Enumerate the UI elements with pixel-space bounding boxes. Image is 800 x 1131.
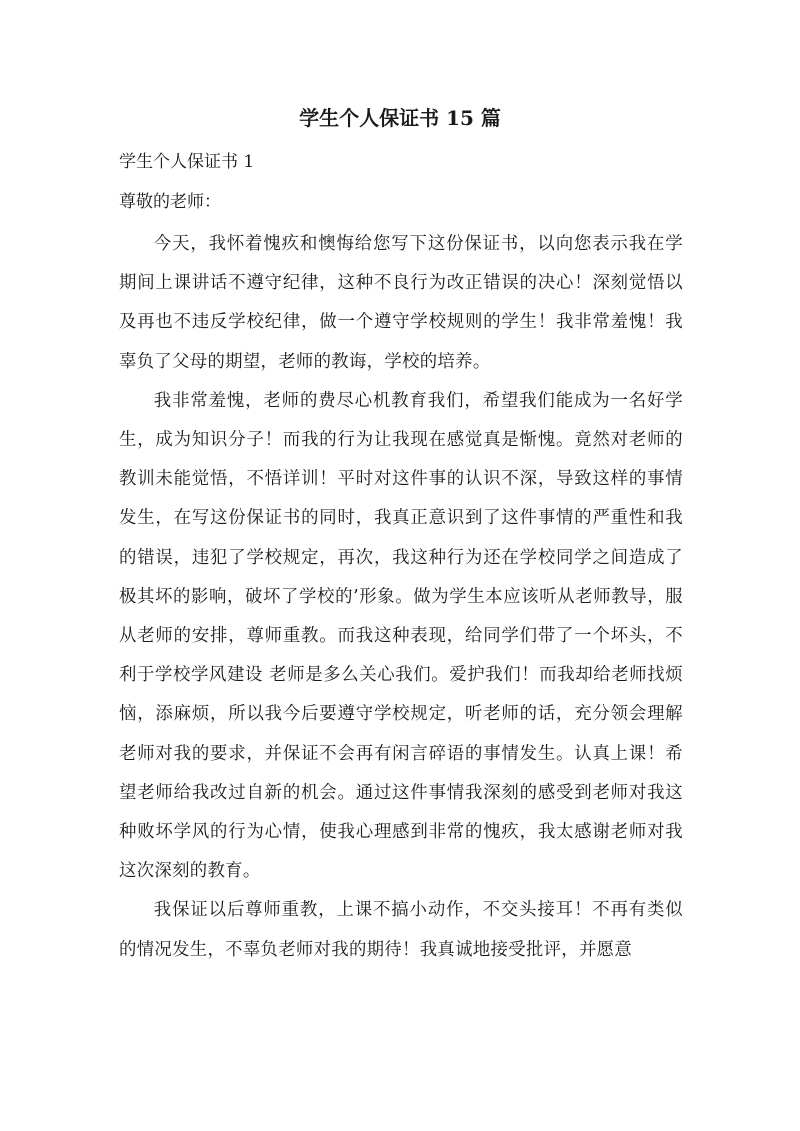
paragraph-2: 我非常羞愧，老师的费尽心机教育我们，希望我们能成为一名好学生，成为知识分子！而我的行为让我现在感觉真是惭愧。竟然对老师的教训未能觉悟，不悟详训！平时对这件事的认识不深，导致这样的事情发生，在写这份保证书的同时，我真正意识到了这件事情的严重性和我的错误，违犯了学校规定，再次，我这种行为还在学校同学之间造成了极其坏的影响，破坏了学校的’形象。做为学生本应该听从老师教导，服从老师的安排，尊师重教。而我这种表现，给同学们带了一个坏头，不利于学校学风建设 老师是多么关心我们。爱护我们！而我却给老师找烦恼，添麻烦，所以我今后要遵守学校规定，听老师的话，充分领会理解老师对我的要求，并保证不会再有闲言碎语的事情发生。认真上课！希望老师给我改过自新的机会。通过这件事情我深刻的感受到老师对我这种败坏学风的行为心情，使我心理感到非常的愧疚，我太感谢老师对我这次深刻的教育。 <box>119 390 683 882</box>
paragraph-3: 我保证以后尊师重教，上课不搞小动作，不交头接耳！不再有类似的情况发生，不辜负老师对我的期待！我真诚地接受批评，并愿意 <box>119 900 683 960</box>
paragraph-1: 今天，我怀着愧疚和懊悔给您写下这份保证书，以向您表示我在学期间上课讲话不遵守纪律，这种不良行为改正错误的决心！深刻觉悟以及再也不违反学校纪律，做一个遵守学校规则的学生！我非常羞愧！我辜负了父母的期望，老师的教诲，学校的培养。 <box>119 234 683 372</box>
document-title: 学生个人保证书 15 篇 <box>299 106 501 130</box>
salutation: 尊敬的老师： <box>119 192 221 212</box>
body-text <box>119 225 683 970</box>
section-subtitle: 学生个人保证书 1 <box>119 152 255 172</box>
